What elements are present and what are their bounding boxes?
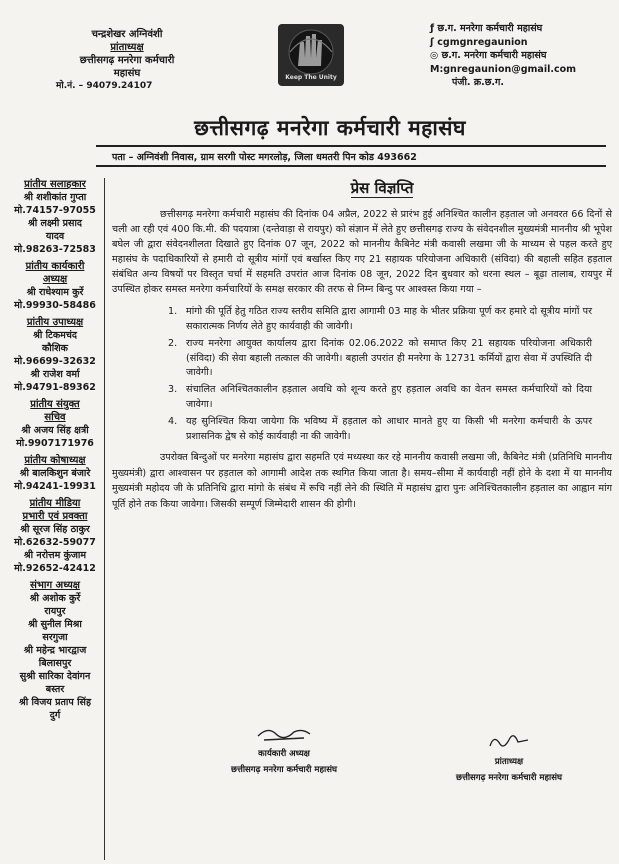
member-line: मो.92652-42412 — [14, 563, 96, 574]
member-line: मो.9907171976 — [16, 438, 94, 449]
list-item: 4. यह सुनिश्चित किया जायेगा कि भविष्य में हड़ताल को आधार मानते हुए या किसी भी मनरेगा कर्मचारी के ऊपर प्रशासनिक द्वेष से कोई कार्यवाही ना की जावेगी। — [168, 416, 592, 442]
member-line: श्री टिकमचंद — [33, 330, 77, 341]
member-line: बस्तर — [45, 684, 65, 695]
state-president-signature-block — [434, 730, 584, 786]
press-release-heading: प्रेस विज्ञप्ति — [350, 179, 414, 197]
treasurer-group — [6, 454, 104, 493]
group-heading: सचिव — [44, 412, 66, 423]
organization-title: छत्तीसगढ़ मनरेगा कर्मचारी महासंघ — [194, 116, 466, 140]
member-line: श्री सूरज सिंह ठाकुर — [20, 524, 90, 535]
working-president-group — [6, 260, 104, 312]
group-heading: प्रांतीय कार्यकारी — [25, 261, 85, 272]
list-item: 2. राज्य मनरेगा आयुक्त कार्यालय द्वारा दिनांक 02.06.2022 को समाप्त किए 21 सहायक परियोजना अधिकारी (संविदा) की सेवा बहाली तत्काल की जावेगी। बहाली उपरांत ही मनरेगा के 12731 कर्मियों द्वारा सेवा में उपस्थिति दी जावेगी। — [168, 338, 592, 379]
member-line: श्री अजय सिंह क्षत्री — [21, 425, 89, 436]
joint-secretary-group — [6, 398, 104, 450]
member-line: सरगुजा — [42, 632, 68, 643]
organization-address: पता – अग्निवंशी निवास, ग्राम सरगी पोस्ट मगरलोड़, जिला धमतरी पिन कोड 493662 — [112, 152, 417, 163]
group-heading: प्रांतीय कोषाध्यक्ष — [24, 455, 86, 466]
signatory-org: छत्तीसगढ़ मनरेगा कर्मचारी महासंघ — [456, 773, 562, 783]
member-line: श्री राजेश वर्मा — [30, 369, 80, 380]
member-line: श्री बालकिशुन बंजारे — [19, 468, 91, 479]
member-line: बिलासपुर — [38, 658, 72, 669]
member-line: सुश्री सारिका देवांगन — [19, 671, 91, 682]
division-president-group — [6, 579, 104, 722]
union-logo — [276, 22, 346, 88]
working-president-signature-block — [224, 722, 344, 778]
vice-president-group — [6, 316, 104, 394]
list-item: 3. संचालित अनिश्चितकालीन हड़ताल अवधि को शून्य करते हुए हड़ताल अवधि का वेतन समस्त कर्मचारियों को दिया जावेगा। — [168, 384, 592, 410]
member-line: यादव — [45, 231, 65, 242]
header-left-block — [52, 28, 202, 93]
signature-icon — [484, 730, 534, 752]
twitter-line: ʃ cgmgnregaunion — [430, 36, 528, 48]
president-org-line1: छत्तीसगढ़ मनरेगा कर्मचारी — [79, 55, 175, 66]
group-heading: प्रांतीय सलाहकार — [24, 179, 86, 190]
twitter-icon: ʃ — [430, 36, 438, 48]
member-line: मो.94241-19931 — [14, 481, 96, 492]
logo-caption: Keep The Unity — [285, 74, 337, 81]
group-heading: प्रांतीय संयुक्त — [30, 399, 80, 410]
registration-line: पंजी. क्र.छ.ग. — [452, 77, 504, 88]
president-org-line2: महासंघ — [113, 68, 141, 79]
member-line: रायपुर — [44, 606, 66, 617]
member-line: श्री अशोक कुर्रे — [29, 593, 81, 604]
signature-icon — [254, 722, 314, 744]
instagram-icon: ◎ — [430, 50, 442, 61]
group-heading: प्रांतीय उपाध्यक्ष — [26, 317, 84, 328]
member-line: मो.99930-58486 — [14, 300, 96, 311]
list-item: 1. मांगो की पूर्ति हेतु गठित राज्य स्तरीय समिति द्वारा आगामी 03 माह के भीतर प्रक्रिया पूर्ण कर हमारे दो सूत्रीय मांगों पर सकारात्मक निर्णय लेते हुए कार्यवाही की जावेगी। — [168, 306, 592, 332]
signatory-post: कार्यकारी अध्यक्ष — [258, 749, 310, 759]
intro-paragraph: छत्तीसगढ़ मनरेगा कर्मचारी महासंघ की दिनांक 04 अप्रैल, 2022 से प्रारंभ हुई अनिश्चित कालीन हड़ताल जो अनवरत 66 दिनों से चली आ रही एवं 400 कि.मी. की पदयात्रा (दन्तेवाड़ा से रायपुर) को संज्ञान में लेते हुए छत्तीसगढ़ राज्य के संवेदनशील मुख्यमंत्री माननीय श्री भूपेश बघेल जी द्वारा संवेदनशीलता दिखाते हुए दिनांक 07 जून, 2022 को माननीय कैबिनेट मंत्री कवासी लखमा जी के माध्यम से पहल करते हुए महासंघ के पदाधिकारियों से हमारी दो सूत्रीय मांगों एवं बर्खास्त किए गए 21 सहायक परियोजना अधिकारी (संविदा) की बहाली सहित हड़ताल संबंधित अन्य विषयों पर विस्तृत चर्चा में सहमति उपरांत आज दिनांक 08 जून, 2022 दिन बुधवार को धरना स्थल – बूढ़ा तालाब, रायपुर में उपस्थित होकर समस्त मनरेगा कर्मचारियों के समक्ष सरकार की तरफ से निम्न बिन्दु पर आश्वस्त किया गया – — [112, 209, 612, 295]
group-heading: अध्यक्ष — [42, 274, 68, 285]
group-heading: प्रभारी एवं प्रवक्ता — [22, 511, 88, 522]
president-post: प्रांताध्यक्ष — [110, 42, 144, 53]
office-bearers-sidebar — [6, 178, 105, 860]
header-divider-bottom — [96, 165, 606, 167]
member-line: श्री शशीकांत गुप्ता — [23, 192, 87, 203]
member-line: मो.96699-32632 — [14, 356, 96, 367]
closing-paragraph: उपरोक्त बिन्दुओं पर मनरेगा महासंघ द्वारा सहमति एवं मध्यस्था कर रहे माननीय कवासी लखमा जी, कैबिनेट मंत्री (प्रतिनिधि माननीय मुख्यमंत्री) द्वारा आश्वासन पर हड़ताल को आगामी आदेश तक स्थगित किया जाता है। समय–सीमा में कार्यवाही नहीं होने के दशा में या माननीय मुख्यमंत्री महोदय जी के प्रतिनिधि द्वारा मांगो के संबंध में रूचि नहीं लेने की स्थिति में महासंघ द्वारा पुनः अनिश्चितकालीन हड़ताल का आह्वान मांग पूर्ति होने तक किया जावेगा। जिसकी सम्पूर्ण जिम्मेदारी शासन की होगी। — [112, 452, 612, 510]
member-line: मो.98263-72583 — [14, 244, 96, 255]
signatory-org: छत्तीसगढ़ मनरेगा कर्मचारी महासंघ — [231, 765, 337, 775]
member-line: मो.74157-97055 — [14, 205, 96, 216]
media-group — [6, 497, 104, 575]
facebook-line: ƒ छ.ग. मनरेगा कर्मचारी महासंघ — [430, 23, 543, 34]
member-line: मो.94791-89362 — [14, 382, 96, 393]
press-release-body — [112, 178, 612, 512]
header-divider-top — [96, 145, 606, 147]
member-line: श्री सुनील मिश्रा — [28, 619, 82, 630]
advisors-group — [6, 178, 104, 256]
president-name: चन्द्रशेखर अग्निवंशी — [91, 29, 163, 40]
member-line: श्री राधेश्याम कुर्रे — [26, 287, 84, 298]
member-line: श्री लक्ष्मी प्रसाद — [28, 218, 82, 229]
president-phone: मो.नं. – 94079.24107 — [56, 81, 153, 91]
facebook-icon: ƒ — [430, 23, 438, 34]
member-line: श्री महेन्द्र भारद्वाज — [23, 645, 87, 656]
group-heading: संभाग अध्यक्ष — [30, 580, 80, 591]
instagram-line: ◎ छ.ग. मनरेगा कर्मचारी महासंघ — [430, 50, 547, 61]
member-line: कौशिक — [42, 343, 68, 354]
email-line: M:gnregaunion@gmail.com — [430, 63, 577, 75]
member-line: श्री विजय प्रताप सिंह — [18, 697, 91, 708]
header-right-block — [430, 22, 615, 90]
group-heading: प्रांतीय मीडिया — [29, 498, 81, 509]
member-line: श्री नरोत्तम कुंजाम — [23, 550, 87, 561]
assurance-points-list — [168, 305, 592, 444]
signatory-post: प्रांताध्यक्ष — [494, 757, 524, 767]
member-line: मो.62632-59077 — [14, 537, 96, 548]
member-line: दुर्ग — [49, 710, 61, 721]
